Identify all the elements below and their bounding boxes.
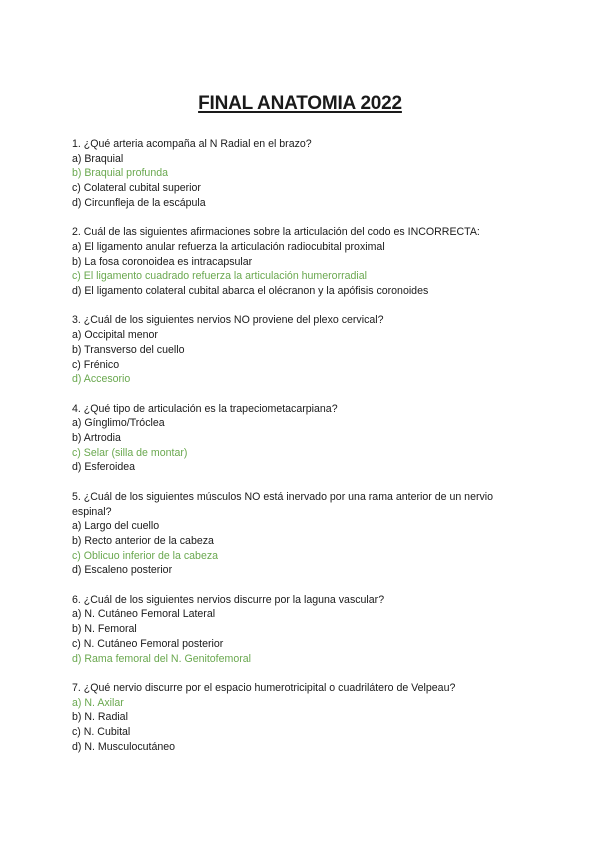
answer-option-a: a) Braquial — [72, 152, 124, 165]
answer-option-a: a) Occipital menor — [72, 329, 158, 342]
question-1 — [72, 137, 532, 211]
answer-option-c-correct: c) Selar (silla de montar) — [72, 446, 188, 459]
question-7 — [72, 681, 532, 755]
question-text: 3. ¿Cuál de los siguientes nervios NO proviene del plexo cervical? — [72, 314, 384, 327]
question-5 — [72, 490, 532, 578]
answer-option-a-correct: a) N. Axilar — [72, 696, 124, 709]
question-2 — [72, 225, 532, 299]
answer-option-a: a) Gínglimo/Tróclea — [72, 417, 165, 430]
question-text: 7. ¿Qué nervio discurre por el espacio humerotricipital o cuadrilátero de Velpeau? — [72, 681, 456, 694]
answer-option-d: d) El ligamento colateral cubital abarca el olécranon y la apófisis coronoides — [72, 285, 429, 298]
answer-option-b: b) Recto anterior de la cabeza — [72, 534, 214, 547]
question-text: 5. ¿Cuál de los siguientes músculos NO está inervado por una rama anterior de un nervio espinal? — [72, 490, 494, 518]
answer-option-d: d) Circunfleja de la escápula — [72, 196, 206, 209]
question-text: 1. ¿Qué arteria acompaña al N Radial en el brazo? — [72, 138, 312, 150]
answer-option-a: a) N. Cutáneo Femoral Lateral — [72, 608, 216, 621]
document-title: FINAL ANATOMIA 2022 — [198, 93, 402, 114]
answer-option-c: c) Colateral cubital superior — [72, 182, 201, 195]
answer-option-d-correct: d) Accesorio — [72, 373, 131, 386]
answer-option-c-correct: c) El ligamento cuadrado refuerza la articulación humerorradial — [72, 270, 368, 283]
answer-option-d: d) Esferoidea — [72, 461, 136, 474]
answer-option-c: c) N. Cutáneo Femoral posterior — [72, 637, 224, 650]
question-list — [72, 137, 532, 769]
question-6 — [72, 593, 532, 667]
question-3 — [72, 313, 532, 387]
answer-option-c-correct: c) Oblicuo inferior de la cabeza — [72, 549, 219, 562]
question-text: 4. ¿Qué tipo de articulación es la trapeciometacarpiana? — [72, 402, 338, 415]
answer-option-b: b) La fosa coronoidea es intracapsular — [72, 255, 253, 268]
answer-option-b: b) Artrodia — [72, 432, 121, 445]
question-text: 6. ¿Cuál de los siguientes nervios discurre por la laguna vascular? — [72, 593, 385, 606]
question-text: 2. Cuál de las siguientes afirmaciones sobre la articulación del codo es INCORRECTA: — [72, 226, 480, 239]
answer-option-b-correct: b) Braquial profunda — [72, 167, 168, 180]
answer-option-a: a) Largo del cuello — [72, 520, 160, 533]
answer-option-d: d) N. Musculocutáneo — [72, 740, 176, 753]
answer-option-a: a) El ligamento anular refuerza la articulación radiocubital proximal — [72, 240, 385, 253]
answer-option-b: b) N. Radial — [72, 711, 128, 724]
answer-option-c: c) N. Cubital — [72, 726, 131, 739]
answer-option-c: c) Frénico — [72, 358, 120, 371]
question-4 — [72, 402, 532, 476]
answer-option-b: b) Transverso del cuello — [72, 343, 185, 356]
answer-option-b: b) N. Femoral — [72, 623, 137, 636]
answer-option-d-correct: d) Rama femoral del N. Genitofemoral — [72, 652, 251, 665]
answer-option-d: d) Escaleno posterior — [72, 564, 173, 577]
